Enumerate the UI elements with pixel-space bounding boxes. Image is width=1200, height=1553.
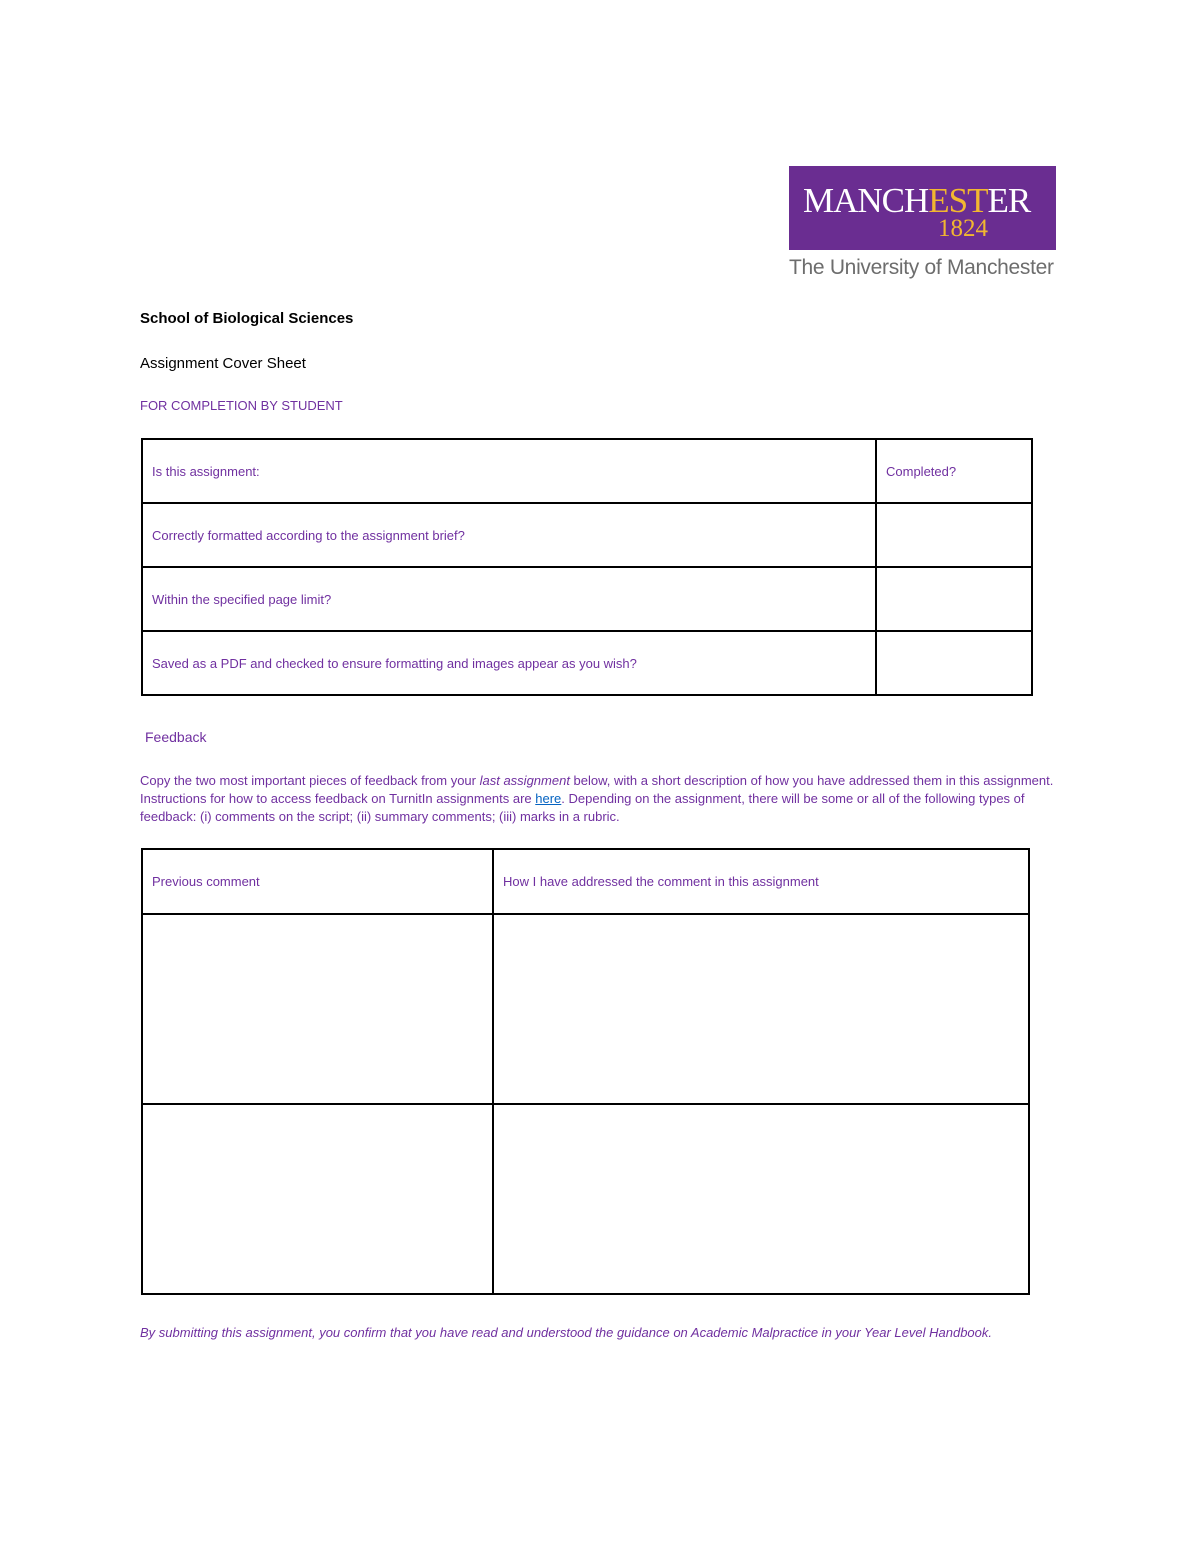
- checklist-status-cell[interactable]: [876, 567, 1032, 631]
- previous-comment-cell[interactable]: [142, 914, 493, 1104]
- checklist-header-question: Is this assignment:: [142, 439, 876, 503]
- logo-caption: The University of Manchester: [789, 256, 1054, 279]
- feedback-text-italic: last assignment: [479, 773, 570, 788]
- checklist-status-cell[interactable]: [876, 631, 1032, 695]
- confirmation-statement: By submitting this assignment, you confirm that you have read and understood the guidance on Academic Malpractice in your Year Level Handbook.: [140, 1325, 992, 1340]
- checklist-header-row: [142, 439, 1032, 503]
- checklist-row: [142, 631, 1032, 695]
- comments-header-previous: Previous comment: [142, 849, 493, 914]
- checklist-row: [142, 503, 1032, 567]
- checklist-row: [142, 567, 1032, 631]
- checklist-question: Within the specified page limit?: [142, 567, 876, 631]
- comments-row: [142, 914, 1029, 1104]
- logo-wordmark: [803, 182, 1030, 220]
- feedback-heading: Feedback: [145, 729, 207, 745]
- document-title: Assignment Cover Sheet: [140, 355, 306, 372]
- checklist-status-cell[interactable]: [876, 503, 1032, 567]
- checklist-question: Saved as a PDF and checked to ensure formatting and images appear as you wish?: [142, 631, 876, 695]
- university-logo: [789, 166, 1057, 280]
- completion-label: FOR COMPLETION BY STUDENT: [140, 398, 343, 413]
- feedback-instructions: [140, 772, 1055, 826]
- feedback-text-part2: below, with a short description of how you have addressed them in this assignment. Instructions for how to access feedback on TurnitIn assignments are: [140, 773, 1054, 806]
- school-name: School of Biological Sciences: [140, 310, 354, 327]
- addressed-comment-cell[interactable]: [493, 1104, 1029, 1294]
- logo-word-part2: EST: [928, 181, 988, 220]
- addressed-comment-cell[interactable]: [493, 914, 1029, 1104]
- comments-header-addressed: How I have addressed the comment in this assignment: [493, 849, 1029, 914]
- comments-header-row: [142, 849, 1029, 914]
- checklist-question: Correctly formatted according to the assignment brief?: [142, 503, 876, 567]
- logo-word-part3: ER: [987, 181, 1031, 220]
- comments-table: [141, 848, 1030, 1295]
- feedback-text-part3: . Depending on the assignment, there will be some or all of the following types of feedback: (i) comments on the script; (ii) summary comments; (iii) marks in a rubric.: [140, 791, 1025, 824]
- logo-word-part1: MANCH: [803, 181, 929, 220]
- feedback-text-part1: Copy the two most important pieces of feedback from your: [140, 773, 480, 788]
- comments-row: [142, 1104, 1029, 1294]
- logo-box: [789, 166, 1056, 250]
- instructions-link[interactable]: here: [535, 791, 562, 806]
- logo-year: 1824: [938, 215, 988, 242]
- checklist-header-status: Completed?: [876, 439, 1032, 503]
- previous-comment-cell[interactable]: [142, 1104, 493, 1294]
- checklist-table: [141, 438, 1033, 696]
